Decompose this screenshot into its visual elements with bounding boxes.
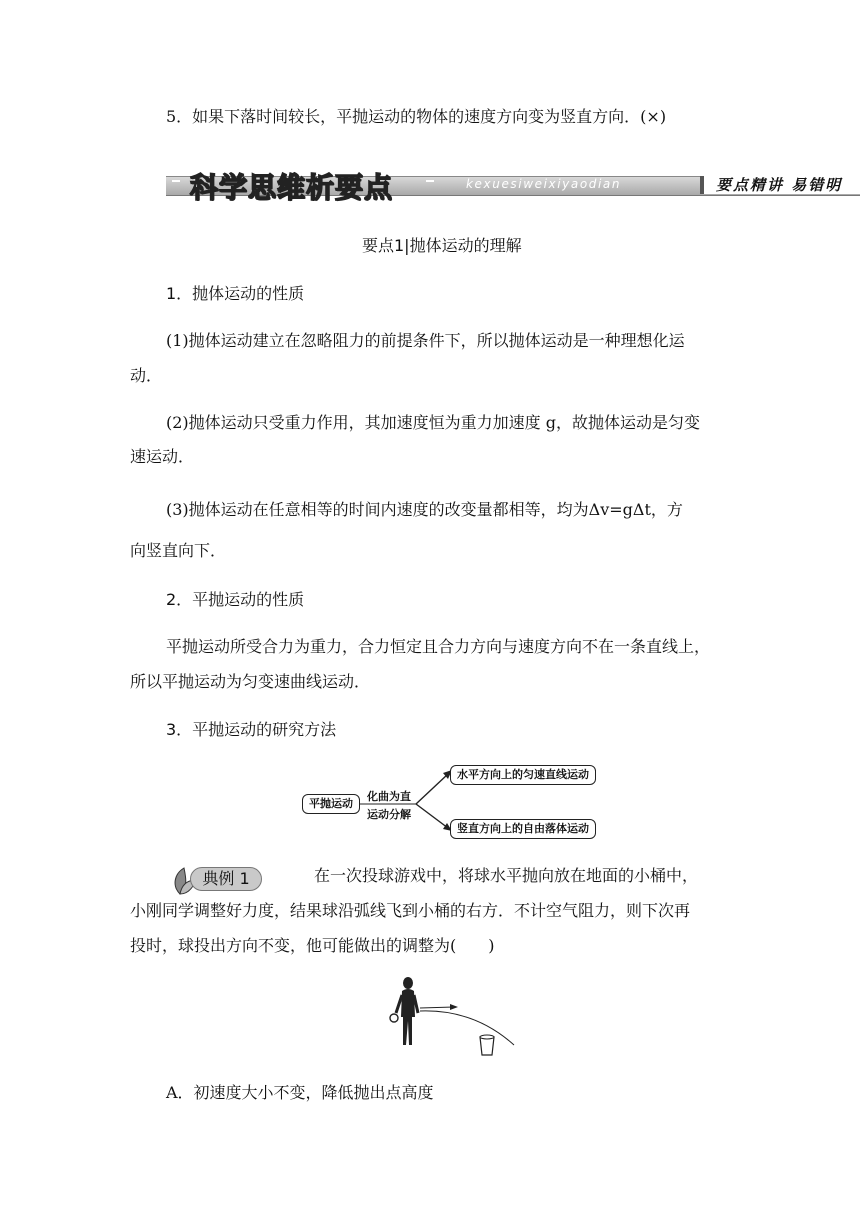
section-banner <box>166 166 860 204</box>
section-title: 要点1|抛体运动的理解 <box>362 236 522 255</box>
paragraph-3-line-1: (3)抛体运动在任意相等的时间内速度的改变量都相等，均为Δv=gΔt，方 <box>166 500 683 519</box>
paragraph-2-line-2: 速运动． <box>130 447 195 466</box>
throw-illustration <box>384 975 524 1065</box>
diagram-box-vertical: 竖直方向上的自由落体运动 <box>450 819 596 839</box>
paragraph-1-line-2: 动． <box>130 366 163 385</box>
banner-title: 科学思维析要点 <box>190 171 394 204</box>
diagram-label-line-1: 化曲为直 <box>367 790 411 803</box>
paragraph-1-line-1: (1)抛体运动建立在忽略阻力的前提条件下，所以抛体运动是一种理想化运 <box>166 331 685 350</box>
banner-right-text: 要点精讲 易错明 <box>700 176 860 194</box>
heading-3: 3．平抛运动的研究方法 <box>166 720 337 739</box>
heading-1: 1．抛体运动的性质 <box>166 284 305 303</box>
method-diagram <box>300 760 600 844</box>
diagram-label-line-2: 运动分解 <box>367 808 411 821</box>
example-line-3: 投时，球投出方向不变，他可能做出的调整为( ) <box>130 936 495 955</box>
diagram-box-horizontal: 水平方向上的匀速直线运动 <box>450 765 596 785</box>
example-line-1: 在一次投球游戏中，将球水平抛向放在地面的小桶中， <box>314 866 699 885</box>
option-a: A．初速度大小不变，降低抛出点高度 <box>166 1083 434 1102</box>
banner-pinyin: kexuesiweixiyaodian <box>466 177 622 191</box>
example-label: 典例 1 <box>190 867 262 891</box>
diagram-box-projectile: 平抛运动 <box>302 794 360 814</box>
heading-2: 2．平抛运动的性质 <box>166 590 305 609</box>
paragraph-2-line-1: (2)抛体运动只受重力作用，其加速度恒为重力加速度 g，故抛体运动是匀变 <box>166 413 700 432</box>
item-5: 5．如果下落时间较长，平抛运动的物体的速度方向变为竖直方向．(×) <box>166 107 667 126</box>
paragraph-4-line-2: 所以平抛运动为匀变速曲线运动． <box>130 672 371 691</box>
paragraph-3-line-2: 向竖直向下． <box>130 541 227 560</box>
paragraph-4-line-1: 平抛运动所受合力为重力，合力恒定且合力方向与速度方向不在一条直线上， <box>166 637 711 656</box>
example-badge <box>168 864 264 894</box>
example-line-2: 小刚同学调整好力度，结果球沿弧线飞到小桶的右方．不计空气阻力，则下次再 <box>130 901 691 920</box>
